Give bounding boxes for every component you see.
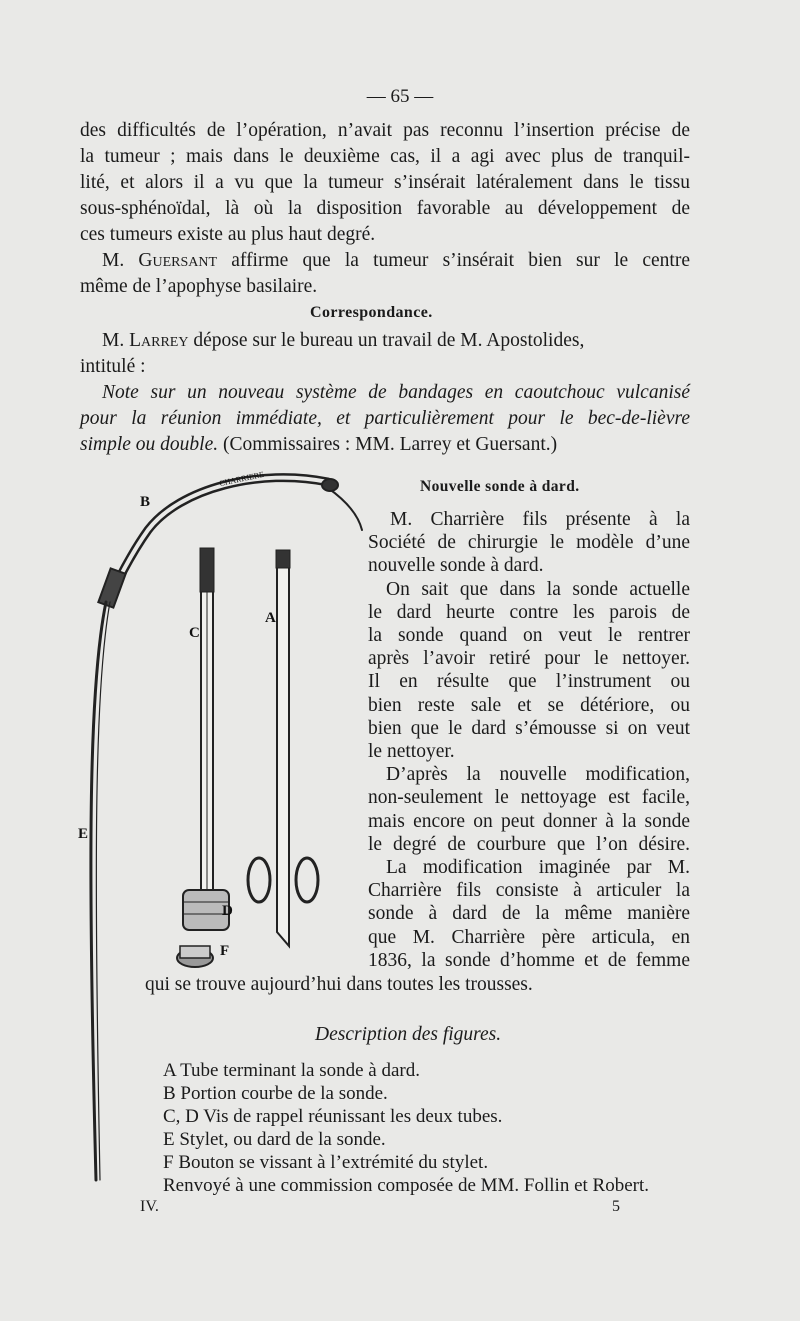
label-b: B — [140, 494, 151, 510]
label-e: E — [78, 826, 89, 842]
heading-correspondance: Correspondance. — [310, 304, 433, 321]
signature-mark: IV. — [140, 1198, 159, 1215]
person-name: M. Guersant — [102, 250, 218, 271]
text-line: le dard heurte contre les parois de — [368, 601, 690, 623]
text-line: M. Charrière fils présente à la — [390, 509, 690, 530]
text-line: La modification imaginée par M. — [386, 857, 690, 879]
legend-item-a: A Tube terminant la sonde à dard. — [163, 1060, 420, 1081]
text-fragment: (Commissaires : MM. Larrey et Guersant.) — [218, 434, 558, 455]
text-line: Il en résulte que l’instrument ou — [368, 671, 690, 693]
text-line: mais encore on peut donner à la sonde — [368, 810, 690, 832]
text-line: Charrière fils consiste à articuler la — [368, 880, 690, 902]
text-line: lité, et alors il a vu que la tumeur s’insérait latéralement dans le tissu — [80, 172, 690, 193]
text-line: sous-sphénoïdal, là où la disposition favorable au développement de — [80, 198, 690, 219]
text-line: des difficultés de l’opération, n’avait pas reconnu l’insertion précise de — [80, 120, 690, 141]
text-line: pour la réunion immédiate, et particulièrement pour le bec-de-lièvre — [80, 408, 690, 429]
paragraph — [368, 856, 690, 972]
label-c: C — [189, 625, 200, 641]
continuation-line: qui se trouve aujourd’hui dans toutes les trousses. — [145, 974, 533, 995]
text-line: nouvelle sonde à dard. — [368, 555, 544, 577]
heading-sonde: Nouvelle sonde à dard. — [420, 478, 580, 495]
legend-item-b: B Portion courbe de la sonde. — [163, 1083, 388, 1104]
signature-number: 5 — [612, 1198, 620, 1215]
paragraph — [368, 763, 690, 856]
text-line: non-seulement le nettoyage est facile, — [368, 787, 690, 809]
text-line: bien que le dard s’émousse si on veut — [368, 717, 690, 739]
paragraph-operation — [80, 118, 690, 248]
ring-left — [248, 858, 270, 902]
legend-item-cd: C, D Vis de rappel réunissant les deux tubes. — [163, 1106, 503, 1127]
text-line: même de l’apophyse basilaire. — [80, 276, 318, 297]
heading-description: Description des figures. — [315, 1024, 502, 1045]
legend-item-f: F Bouton se vissant à l’extrémité du stylet. — [163, 1152, 489, 1173]
commission-note: Renvoyé à une commission composée de MM. Follin et Robert. — [163, 1175, 650, 1196]
text-line: Note sur un nouveau système de bandages en caoutchouc vulcanisé — [102, 382, 690, 403]
text-line: après l’avoir retiré pour le nettoyer. — [368, 648, 690, 670]
page-number: — 65 — — [366, 86, 434, 107]
paragraph — [368, 578, 690, 764]
article-column — [368, 508, 690, 972]
paragraph-guersant — [80, 248, 690, 300]
text-line: le degré de courbure que l’on désire. — [368, 833, 690, 855]
label-a: A — [265, 610, 276, 626]
tube-a — [277, 552, 289, 946]
ring-right — [296, 858, 318, 902]
text-line: On sait que dans la sonde actuelle — [386, 578, 690, 600]
text-line: la tumeur ; mais dans le deuxième cas, il a agi avec plus de tranquil- — [80, 146, 690, 167]
text-line: Société de chirurgie le modèle d’une — [368, 532, 690, 554]
text-fragment: affirme que la tumeur s’insérait bien sur le centre — [217, 250, 690, 271]
paragraph-larrey — [80, 328, 690, 380]
text-line: la sonde quand on veut le rentrer — [368, 625, 690, 647]
text-line: sonde à dard de la même manière — [368, 903, 690, 925]
text-line: intitulé : — [80, 356, 146, 377]
text-line: D’après la nouvelle modification, — [386, 764, 690, 786]
paragraph — [368, 508, 690, 578]
text-fragment: simple ou double. — [80, 434, 219, 455]
legend-item-e: E Stylet, ou dard de la sonde. — [163, 1129, 386, 1150]
label-f: F — [220, 943, 230, 959]
person-name: M. Larrey — [102, 330, 189, 351]
text-line: que M. Charrière père articula, en — [368, 926, 690, 948]
text-line: le nettoyer. — [368, 741, 455, 763]
paper-title — [80, 380, 690, 458]
catheter-illustration — [70, 470, 370, 1210]
text-line: ces tumeurs existe au plus haut degré. — [80, 224, 376, 245]
text-line: bien reste sale et se détériore, ou — [368, 694, 690, 716]
text-line: 1836, la sonde d’homme et de femme — [368, 949, 690, 971]
engraving-text: CHARRIERE — [218, 470, 265, 488]
text-fragment: dépose sur le bureau un travail de M. Apostolides, — [188, 330, 585, 351]
label-d: D — [222, 903, 233, 919]
